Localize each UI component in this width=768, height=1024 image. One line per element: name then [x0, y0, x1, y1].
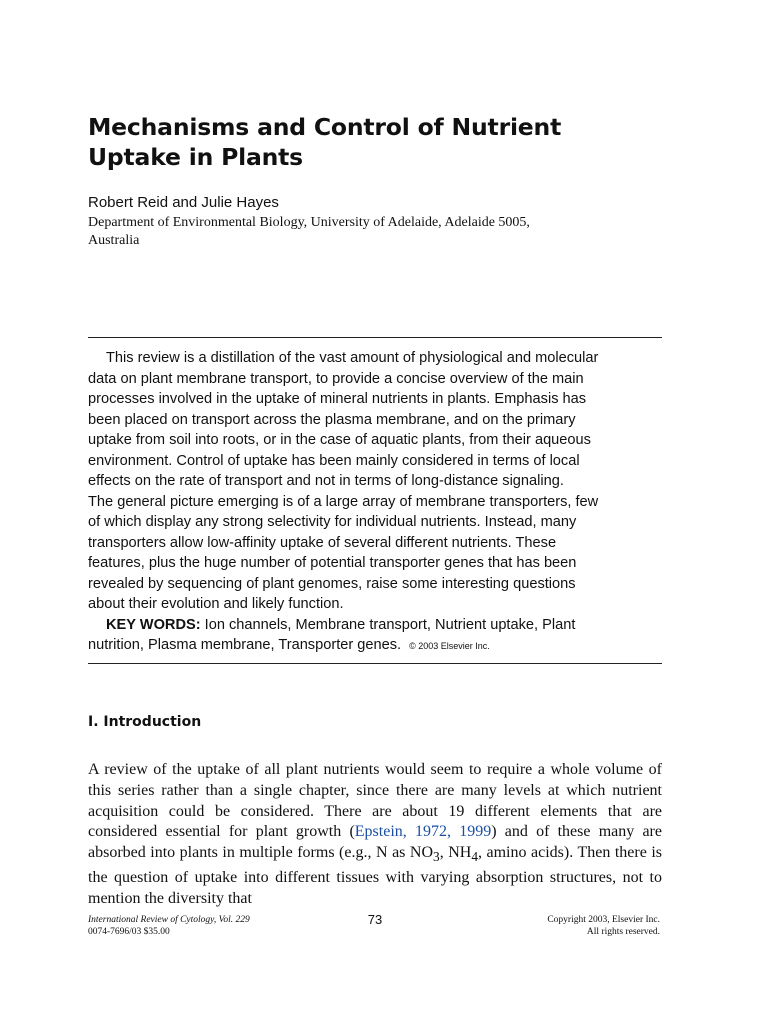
- keywords-line-1: Ion channels, Membrane transport, Nutrient uptake, Plant: [200, 616, 576, 633]
- abstract-line: features, plus the huge number of potential transporter genes that has been: [88, 555, 577, 571]
- introduction-paragraph: [88, 760, 662, 910]
- keywords-label: KEY WORDS:: [106, 616, 201, 633]
- affiliation-line-1: Department of Environmental Biology, University of Adelaide, Adelaide 5005,: [88, 215, 530, 230]
- author-names: Robert Reid and Julie Hayes: [88, 194, 279, 211]
- copyright-line-1: Copyright 2003, Elsevier Inc.: [547, 915, 660, 925]
- affiliation-line-2: Australia: [88, 233, 140, 248]
- copyright-line-2: All rights reserved.: [586, 926, 660, 937]
- abstract-line: This review is a distillation of the vast amount of physiological and molecular: [106, 350, 599, 366]
- abstract-line: about their evolution and likely function.: [88, 596, 344, 612]
- abstract-copyright: © 2003 Elsevier Inc.: [409, 641, 490, 651]
- intro-text: ) and of these many are absorbed into plants in multiple forms (e.g., N as NO: [88, 823, 662, 862]
- abstract-line: transporters allow low-affinity uptake of several different nutrients. These: [88, 534, 557, 551]
- abstract-top-rule: [88, 337, 662, 338]
- citation-link-epstein[interactable]: Epstein, 1972, 1999: [354, 823, 492, 841]
- abstract-line: data on plant membrane transport, to provide a concise overview of the main: [88, 370, 584, 387]
- keywords-line-2: nutrition, Plasma membrane, Transporter genes.: [88, 637, 402, 653]
- journal-name: International Review of Cytology, Vol. 229: [88, 915, 250, 925]
- footer-journal-info: [88, 915, 250, 938]
- subscript: 3: [433, 849, 440, 865]
- intro-text: A review of the uptake of all plant nutrients would seem to require a whole volume of this series rather than a single chapter, since there are many levels at which nutrient acquisition could be considered. There are about 19 different elements that are considered essential for plant growth (: [88, 761, 662, 841]
- abstract-line: The general picture emerging is of a large array of membrane transporters, few: [88, 493, 599, 510]
- issn: 0074-7696/03 $35.00: [88, 926, 170, 937]
- intro-text: , NH: [439, 844, 472, 862]
- abstract-text: [88, 348, 662, 615]
- abstract-line: effects on the rate of transport and not in terms of long-distance signaling.: [88, 473, 564, 489]
- article-title: [88, 112, 688, 172]
- footer-copyright: [547, 915, 660, 938]
- abstract-line: processes involved in the uptake of mineral nutrients in plants. Emphasis has: [88, 391, 587, 407]
- title-line-1: Mechanisms and Control of Nutrient: [88, 113, 562, 141]
- abstract-block: [88, 348, 662, 657]
- abstract-line: environment. Control of uptake has been mainly considered in terms of local: [88, 452, 580, 469]
- page-number: 73: [367, 912, 383, 927]
- abstract-line: of which display any strong selectivity for individual nutrients. Instead, many: [88, 514, 577, 530]
- subscript: 4: [471, 849, 478, 865]
- abstract-line: been placed on transport across the plasma membrane, and on the primary: [88, 411, 576, 428]
- abstract-line: revealed by sequencing of plant genomes, raise some interesting questions: [88, 575, 576, 592]
- title-line-2: Uptake in Plants: [88, 143, 303, 171]
- keywords: [88, 615, 662, 657]
- abstract-bottom-rule: [88, 663, 662, 664]
- abstract-line: uptake from soil into roots, or in the case of aquatic plants, from their aqueous: [88, 432, 591, 448]
- section-heading: I. Introduction: [88, 714, 202, 730]
- author-affiliation: [88, 214, 668, 250]
- intro-text: , amino acids). Then there is the question of uptake into different tissues with varying absorption structures, not to mention the diversity that: [88, 844, 663, 907]
